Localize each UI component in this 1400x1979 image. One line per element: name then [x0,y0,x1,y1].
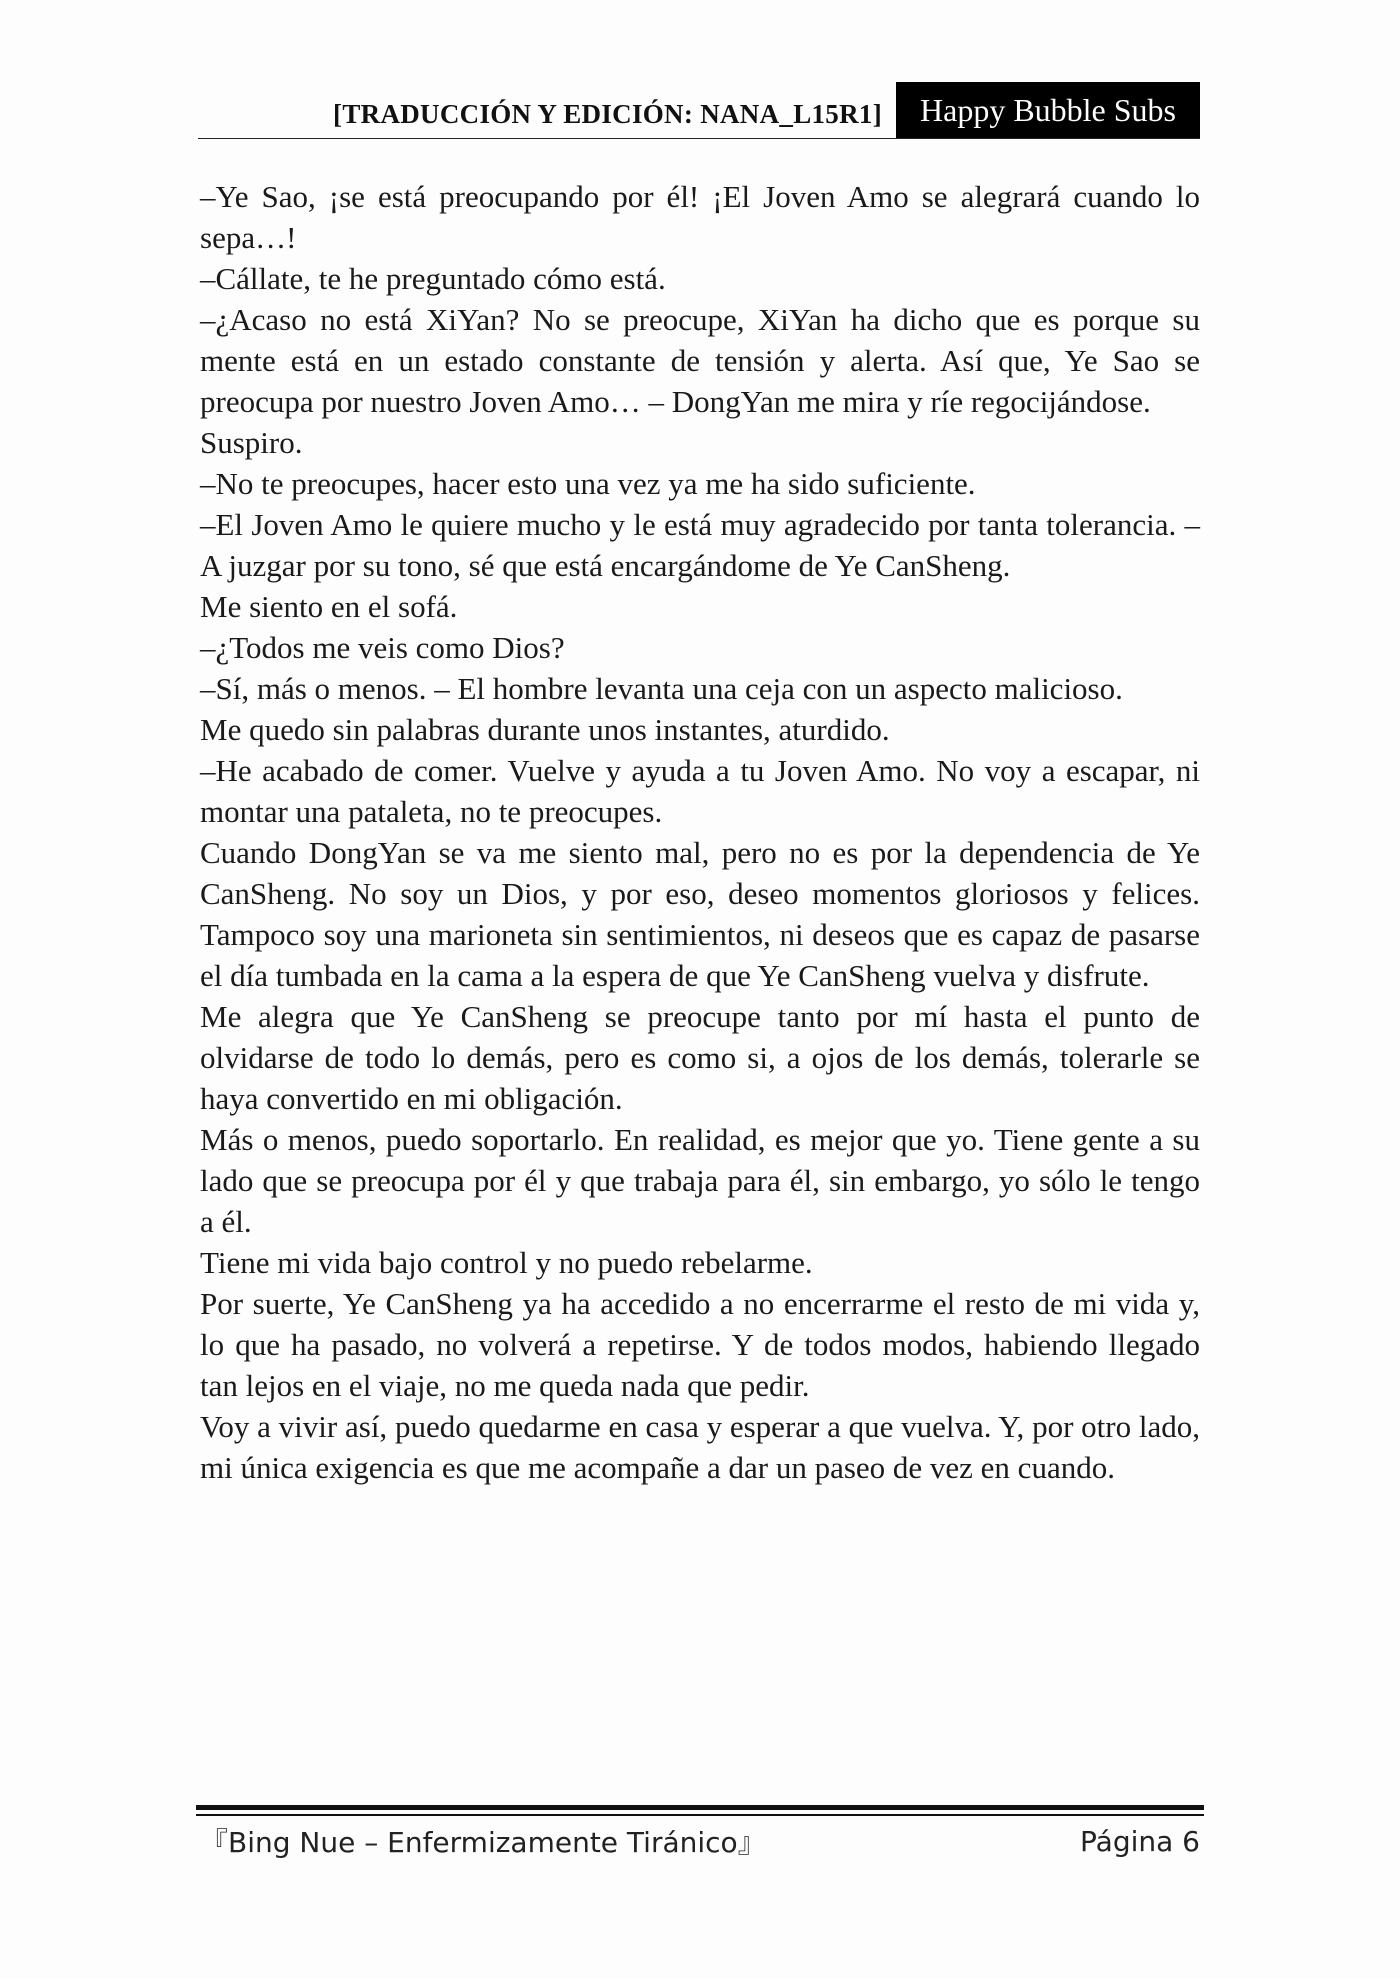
paragraph: Cuando DongYan se va me siento mal, pero no es por la dependencia de Ye CanSheng. No soy un Dios, y por eso, deseo momentos gloriosos y felices. Tampoco soy una marioneta sin sentimientos, ni deseos que es capaz de pasarse el día tumbada en la cama a la espera de que Ye CanSheng vuelva y disfrute. [200,835,1200,993]
paragraph: Suspiro. [200,425,303,460]
paragraph: –He acabado de comer. Vuelve y ayuda a tu Joven Amo. No voy a escapar, ni montar una pataleta, no te preocupes. [200,753,1200,829]
paragraph: –Cállate, te he preguntado cómo está. [200,261,666,296]
paragraph: –No te preocupes, hacer esto una vez ya me ha sido suficiente. [200,466,976,501]
paragraph: –El Joven Amo le quiere mucho y le está muy agradecido por tanta tolerancia. – A juzgar por su tono, sé que está encargándome de Ye CanSheng. [200,507,1200,583]
paragraph: –Sí, más o menos. – El hombre levanta una ceja con un aspecto malicioso. [200,671,1123,706]
paragraph: –¿Todos me veis como Dios? [200,630,565,665]
footer-rule-thin [196,1814,1204,1816]
paragraph: Me quedo sin palabras durante unos instantes, aturdido. [200,712,890,747]
body-text [200,176,1200,1488]
paragraph: Más o menos, puedo soportarlo. En realidad, es mejor que yo. Tiene gente a su lado que se preocupa por él y que trabaja para él, sin embargo, yo sólo le tengo a él. [200,1122,1200,1239]
footer-rule-thick [196,1805,1204,1810]
paragraph: Me alegra que Ye CanSheng se preocupe tanto por mí hasta el punto de olvidarse de todo lo demás, pero es como si, a ojos de los demás, tolerarle se haya convertido en mi obligación. [200,999,1200,1116]
paragraph: –¿Acaso no está XiYan? No se preocupe, XiYan ha dicho que es porque su mente está en un estado constante de tensión y alerta. Así que, Ye Sao se preocupa por nuestro Joven Amo… – DongYan me mira y ríe regocijándose. [200,302,1200,419]
page-number: Página 6 [1080,1824,1200,1858]
paragraph: Voy a vivir así, puedo quedarme en casa y esperar a que vuelva. Y, por otro lado, mi única exigencia es que me acompañe a dar un paseo de vez en cuando. [200,1409,1200,1485]
paragraph: Me siento en el sofá. [200,589,458,624]
paragraph: Tiene mi vida bajo control y no puedo rebelarme. [200,1245,813,1280]
translation-credit: [TRADUCCIÓN Y EDICIÓN: NANA_L15R1] [333,99,882,129]
book-title: 『Bing Nue – Enfermizamente Tiránico』 [200,1826,766,1859]
page-footer [200,1818,1200,1864]
page-header [198,82,1200,139]
paragraph: –Ye Sao, ¡se está preocupando por él! ¡El Joven Amo se alegrará cuando lo sepa…! [200,179,1200,255]
group-badge: Happy Bubble Subs [896,82,1200,138]
paragraph: Por suerte, Ye CanSheng ya ha accedido a no encerrarme el resto de mi vida y, lo que ha pasado, no volverá a repetirse. Y de todos modos, habiendo llegado tan lejos en el viaje, no me queda nada que pedir. [200,1286,1200,1403]
